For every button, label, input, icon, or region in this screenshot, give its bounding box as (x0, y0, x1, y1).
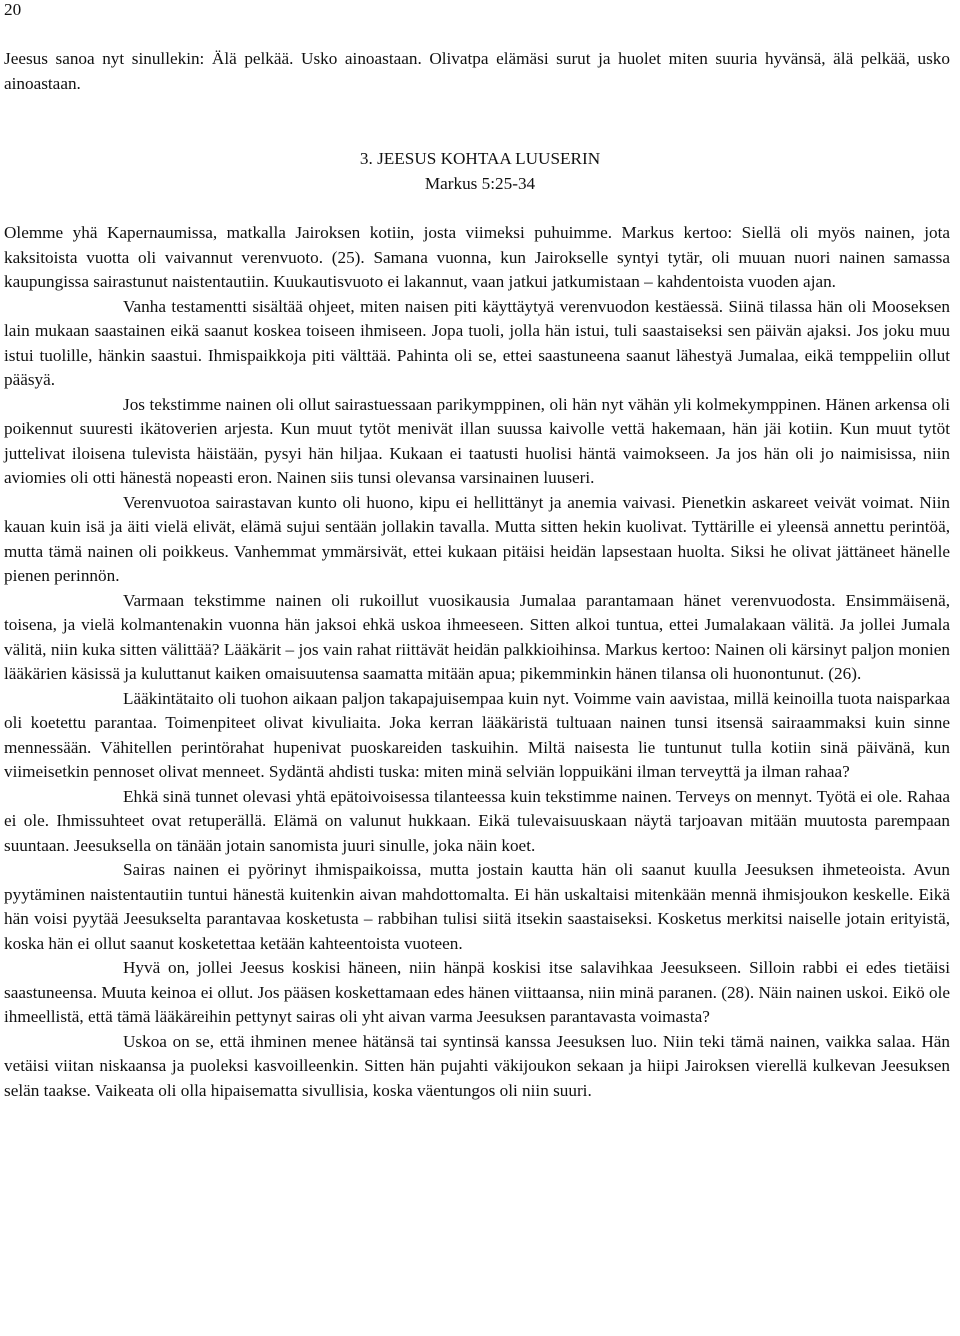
paragraph: Vanha testamentti sisältää ohjeet, miten naisen piti käyttäytyä verenvuodon kestäessä. Siinä tilassa hän oli Mooseksen lain mukaan saastainen eikä saanut koskea toiseen ihmiseen. Jopa tuoli, jolla hän istui, tuli saastaiseksi sen päivän ajaksi. Jos joku muu istui tuolille, hänkin saastui. Ihmispaikkoja piti välttää. Pahinta oli se, ettei saastuneena saanut lähestyä Jumalaa, eikä temppeliin ollut pääsyä. (4, 296, 950, 389)
body-text (4, 221, 950, 1103)
paragraph: Varmaan tekstimme nainen oli rukoillut vuosikausia Jumalaa parantamaan hänet verenvuodosta. Ensimmäisenä, toisena, ja vielä kolmantenakin vuonna hän jaksoi ehkä uskoa ihmeeseen. Sitten alkoi tuntua, ettei Jumalakaan välitä. Ja jollei Jumala välitä, niin kuka sitten välittää? Lääkärit – jos vain rahat riittävät heidän palkkioihinsa. Markus kertoo: Nainen oli kärsinyt paljon monien lääkärien käsissä ja kuluttanut kaiken omaisuutensa saamatta mitään apua; pikemminkin hänen tilansa oli huonontunut. (26). (4, 590, 950, 683)
paragraph: Sairas nainen ei pyörinyt ihmispaikoissa, mutta jostain kautta hän oli saanut kuulla Jeesuksen ihmeteoista. Avun pyytäminen naistentautiin tuntui hänestä kuitenkin aivan mahdottomalta. Ei hän uskaltaisi mitenkään mennä ihmisjoukon keskelle. Eikä hän voisi pyytää Jeesukselta parantavaa kosketusta – rabbihan tulisi siitä itsekin saastaiseksi. Kosketus merkitsi naiselle jotain erityistä, koska hän ei ollut saanut kosketettaa ketään kahteentoista vuoteen. (4, 860, 950, 953)
chapter-heading (0, 147, 960, 196)
paragraph: Olemme yhä Kapernaumissa, matkalla Jairoksen kotiin, josta viimeksi puhuimme. Markus kertoo: Siellä oli myös nainen, jota kaksitoista vuotta oli vaivannut verenvuoto. (25). Samana vuonna, kun Jairokselle syntyi tytär, oli muuan nuori nainen samassa kaupungissa sairastunut naistentautiin. Kuukautisvuoto ei lakannut, vaan jatkui jatkumistaan – kahdentoista vuoden ajan. (4, 223, 950, 291)
intro-paragraph: Jeesus sanoa nyt sinullekin: Älä pelkää. Usko ainoastaan. Olivatpa elämäsi surut ja huolet miten suuria hyvänsä, älä pelkää, usko ainoastaan. (4, 49, 950, 93)
page-number: 20 (4, 0, 22, 19)
paragraph: Hyvä on, jollei Jeesus koskisi häneen, niin hänpä koskisi itse salavihkaa Jeesukseen. Silloin rabbi ei edes tietäisi saastuneensa. Muuta keinoa ei ollut. Jos pääsen koskettamaan edes hänen viittaansa, niin minä paranen. (28). Näin nainen uskoi. Eikö ole ihmeellistä, että tämä lääkäreihin pettynyt sairas oli yht aivan varma Jeesuksen parantavasta voimasta? (4, 958, 950, 1026)
paragraph: Uskoa on se, että ihminen menee hätänsä tai syntinsä kanssa Jeesuksen luo. Niin teki tämä nainen, vaikka salaa. Hän vetäisi viitan niskaansa ja puoleksi kasvoilleenkin. Sitten hän pujahti väkijoukon sekaan ja hiipi Jairoksen vierellä kulkevan Jeesuksen selän taakse. Vaikeata oli olla hipaisematta sivullisia, koska väentungos oli niin suuri. (4, 1031, 950, 1100)
scripture-reference: Markus 5:25-34 (424, 173, 536, 193)
paragraph: Ehkä sinä tunnet olevasi yhtä epätoivoisessa tilanteessa kuin tekstimme nainen. Terveys on mennyt. Työtä ei ole. Rahaa ei ole. Ihmissuhteet ovat retuperällä. Elämä on valunut hukkaan. Eikä tulevaisuuskaan näytä tarjoavan mitään muutosta parempaan suuntaan. Jeesuksella on tänään jotain sanomista juuri sinulle, joka näin koet. (4, 786, 950, 855)
paragraph: Lääkintätaito oli tuohon aikaan paljon takapajuisempaa kuin nyt. Voimme vain aavistaa, millä keinoilla tuota naisparkaa oli koetettu parantaa. Toimenpiteet olivat kivuliaita. Joka kerran lääkäristä tultuaan nainen tunsi itsensä sairaammaksi kuin sinne mennessään. Vähitellen perintörahat hupenivat puoskareiden taskuihin. Miltä naisesta lie tuntunut tulla kotiin sinä päivänä, kun viimeisetkin pennoset olivat menneet. Sydäntä ahdisti tuska: miten minä selviän loppuikäni ilman terveyttä ja ilman rahaa? (4, 688, 950, 781)
paragraph: Jos tekstimme nainen oli ollut sairastuessaan parikymppinen, oli hän nyt vähän yli kolmekymppinen. Hänen arkensa oli poikennut suuresti ikätoverien arjesta. Kun muut tytöt menivät illan suussa kaivolle vettä hakemaan, hän jäi kotiin. Kun muut tytöt juttelivat iloisena tulevista häistään, pysyi hän hiljaa. Kukaan ei taatusti huolisi häntä vaimokseen. Ja jos hän oli jo naimisissa, niin aviomies oli otti hänestä nopeasti eron. Nainen siis tunsi olevansa varsinainen luuseri. (4, 394, 950, 487)
chapter-title: 3. JEESUS KOHTAA LUUSERIN (359, 149, 601, 168)
paragraph: Verenvuotoa sairastavan kunto oli huono, kipu ei hellittänyt ja anemia vaivasi. Pienetkin askareet veivät voimat. Niin kauan kuin isä ja äiti vielä elivät, elämä sujui sentään jollakin tavalla. Mutta sitten hekin kuolivat. Tyttärille ei yleensä annettu perintöä, mutta tämä nainen oli poikkeus. Vanhemmat ymmärsivät, ettei kukaan pitäisi heidän lapsestaan huolta. Siksi he olivat jättäneet hänelle pienen perinnön. (4, 492, 950, 585)
